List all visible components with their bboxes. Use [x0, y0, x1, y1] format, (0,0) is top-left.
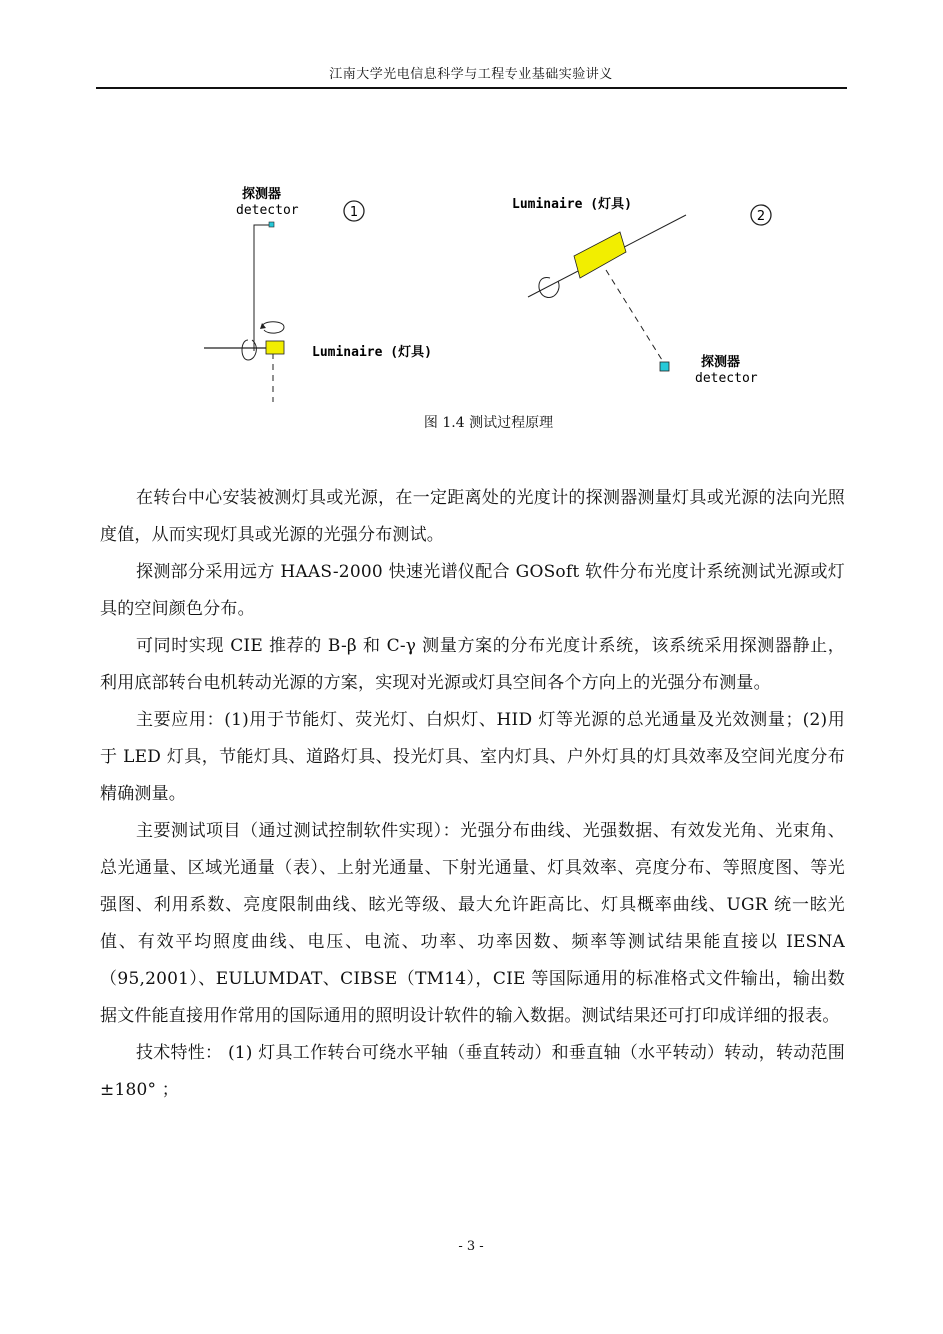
right-luminaire-label: Luminaire (灯具) [512, 197, 632, 212]
left-number: 1 [349, 205, 359, 220]
figure-test-principle [180, 170, 800, 405]
right-luminaire [574, 232, 626, 278]
right-detector-marker [660, 362, 669, 371]
right-rotation-arrow [539, 277, 559, 297]
right-detector-en: detector [695, 371, 758, 386]
left-detector-cn: 探测器 [242, 187, 282, 202]
left-luminaire [266, 341, 284, 354]
paragraph-4: 主要应用：(1)用于节能灯、荧光灯、白炽灯、HID 灯等光源的总光通量及光效测量；(2)用于 LED 灯具，节能灯具、道路灯具、投光灯具、室内灯具、户外灯具的灯具效率及空间光度分布精确测量。 [100, 710, 845, 804]
body-text [100, 480, 845, 1109]
paragraph-5: 主要测试项目（通过测试控制软件实现）：光强分布曲线、光强数据、有效发光角、光束角、总光通量、区域光通量（表）、上射光通量、下射光通量、灯具效率、亮度分布、等照度图、等光强图、利用系数、亮度限制曲线、眩光等级、最大允许距高比、灯具概率曲线、UGR 统一眩光值、有效平均照度曲线、电压、电流、功率、功率因数、频率等测试结果能直接以 IESNA（95,2001）、EULUMDAT、CIBSE（TM14），CIE 等国际通用的标准格式文件输出，输出数据文件能直接用作常用的国际通用的照明设计软件的输入数据。测试结果还可打印成详细的报表。 [100, 821, 845, 1026]
figure-caption: 图 1.4 测试过程原理 [423, 415, 554, 431]
diagram-1 [204, 186, 432, 402]
paragraph-1: 在转台中心安装被测灯具或光源，在一定距离处的光度计的探测器测量灯具或光源的法向光照度值，从而实现灯具或光源的光强分布测试。 [100, 488, 845, 545]
diagram-2 [512, 197, 771, 386]
right-detector-cn: 探测器 [701, 355, 741, 370]
header-rule [96, 87, 847, 89]
paragraph-6: 技术特性： (1) 灯具工作转台可绕水平轴（垂直转动）和垂直轴（水平转动）转动，转动范围±180° ； [100, 1043, 845, 1100]
paragraph-3: 可同时实现 CIE 推荐的 B-β 和 C-γ 测量方案的分布光度计系统，该系统采用探测器静止，利用底部转台电机转动光源的方案，实现对光源或灯具空间各个方向上的光强分布测量。 [100, 636, 845, 693]
left-luminaire-label: Luminaire (灯具) [312, 345, 432, 360]
left-detector-en: detector [236, 203, 299, 218]
left-detector-marker [269, 222, 274, 227]
paragraph-2: 探测部分采用远方 HAAS-2000 快速光谱仪配合 GOSoft 软件分布光度计系统测试光源或灯具的空间颜色分布。 [100, 562, 845, 619]
page-number: - 3 - [458, 1239, 484, 1254]
right-number: 2 [756, 209, 766, 224]
running-header: 江南大学光电信息科学与工程专业基础实验讲义 [329, 67, 613, 82]
left-rotation-arrowhead [260, 323, 266, 329]
right-detection-path [606, 270, 662, 360]
